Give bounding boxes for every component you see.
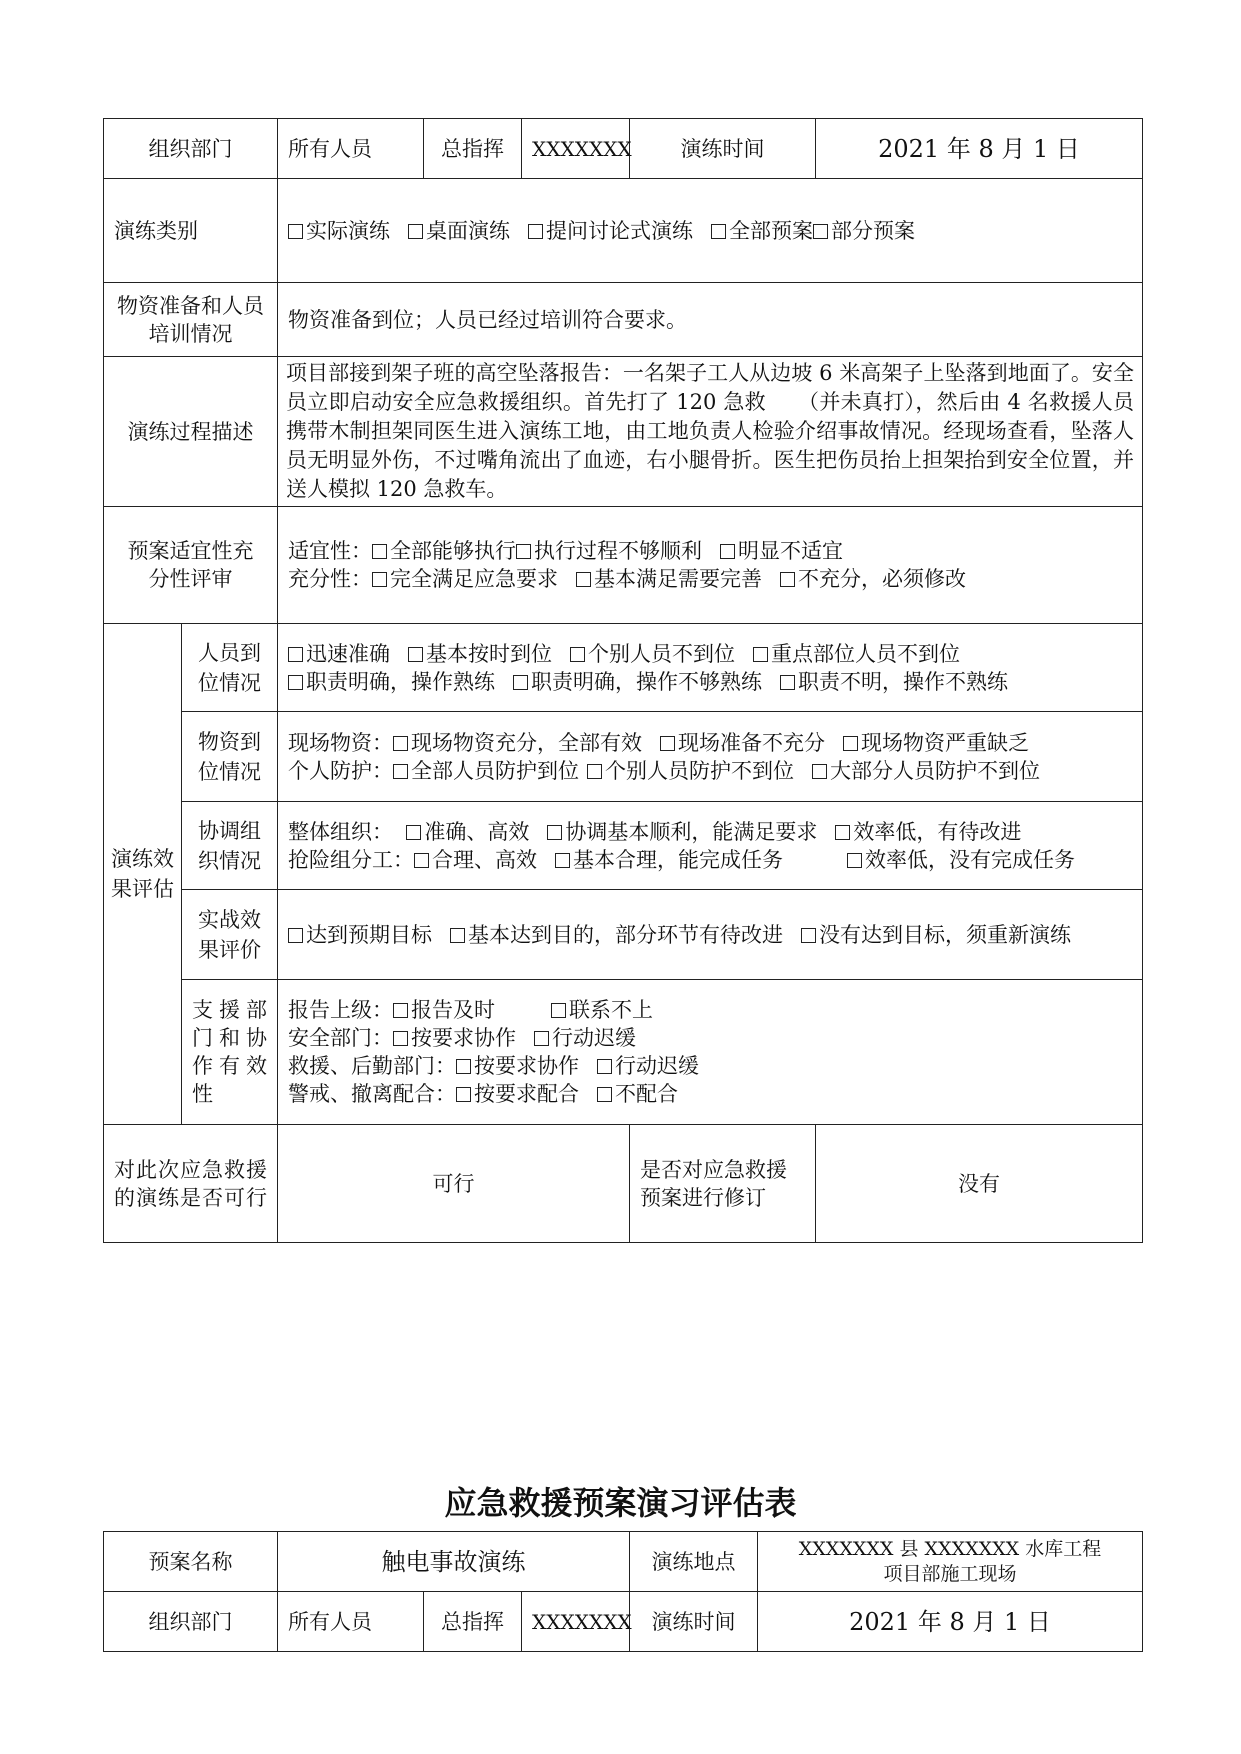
checkbox-option[interactable]: 合理、高效 bbox=[414, 848, 537, 872]
checkbox-icon[interactable] bbox=[813, 224, 828, 239]
checkbox-icon[interactable] bbox=[660, 736, 675, 751]
checkbox-option[interactable]: 基本按时到位 bbox=[408, 642, 552, 666]
drill-type-label: 演练类别 bbox=[104, 179, 278, 283]
checkbox-icon[interactable] bbox=[408, 224, 423, 239]
plan-name-value: 触电事故演练 bbox=[278, 1532, 630, 1592]
prep-label: 物资准备和人员培训情况 bbox=[104, 283, 278, 357]
checkbox-icon[interactable] bbox=[801, 928, 816, 943]
checkbox-option[interactable]: 按要求协作 bbox=[393, 1026, 516, 1050]
checkbox-option[interactable]: 报告及时 bbox=[393, 998, 495, 1022]
checkbox-option[interactable]: 实际演练 bbox=[288, 219, 390, 243]
checkbox-icon[interactable] bbox=[528, 224, 543, 239]
support-options: 报告上级： 报告及时 联系不上 安全部门： 按要求协作 行动迟缓 救援、后勤部门： 按要求协作 行动迟缓 警戒、撤离配合： 按要求配合 不配合 bbox=[278, 980, 1143, 1125]
org-dept-label: 组织部门 bbox=[104, 1592, 278, 1652]
checkbox-icon[interactable] bbox=[406, 825, 421, 840]
effect-evaluation-label: 演练效果评估 bbox=[104, 624, 182, 1125]
checkbox-option[interactable]: 不配合 bbox=[597, 1082, 678, 1106]
checkbox-icon[interactable] bbox=[780, 572, 795, 587]
checkbox-option[interactable]: 完全满足应急要求 bbox=[372, 567, 558, 591]
checkbox-option[interactable]: 提问讨论式演练 bbox=[528, 219, 693, 243]
checkbox-option[interactable]: 不充分，必须修改 bbox=[780, 567, 966, 591]
checkbox-icon[interactable] bbox=[414, 853, 429, 868]
checkbox-icon[interactable] bbox=[516, 544, 531, 559]
checkbox-option[interactable]: 协调基本顺利，能满足要求 bbox=[547, 820, 817, 844]
checkbox-icon[interactable] bbox=[513, 675, 528, 690]
checkbox-icon[interactable] bbox=[456, 1059, 471, 1074]
org-dept-value: 所有人员 bbox=[278, 1592, 424, 1652]
location-value bbox=[758, 1532, 1143, 1592]
checkbox-icon[interactable] bbox=[587, 764, 602, 779]
coordination-label: 协调组织情况 bbox=[182, 802, 278, 890]
checkbox-option[interactable]: 现场物资严重缺乏 bbox=[843, 731, 1029, 755]
personnel-options bbox=[278, 624, 1143, 712]
checkbox-icon[interactable] bbox=[576, 572, 591, 587]
checkbox-option[interactable]: 职责明确，操作熟练 bbox=[288, 670, 495, 694]
checkbox-icon[interactable] bbox=[780, 675, 795, 690]
prep-value: 物资准备到位；人员已经过培训符合要求。 bbox=[278, 283, 1143, 357]
checkbox-icon[interactable] bbox=[288, 928, 303, 943]
plan-review-options bbox=[278, 507, 1143, 624]
checkbox-option[interactable]: 全部能够执行 bbox=[372, 539, 516, 563]
checkbox-icon[interactable] bbox=[711, 224, 726, 239]
checkbox-icon[interactable] bbox=[288, 675, 303, 690]
checkbox-icon[interactable] bbox=[288, 647, 303, 662]
form-title: 应急救援预案演习评估表 bbox=[444, 1484, 797, 1522]
drill-evaluation-table-continued bbox=[103, 118, 1143, 1243]
drill-evaluation-table bbox=[103, 1531, 1143, 1652]
checkbox-icon[interactable] bbox=[408, 647, 423, 662]
combat-effect-label: 实战效果评价 bbox=[182, 890, 278, 980]
personnel-label: 人员到位情况 bbox=[182, 624, 278, 712]
checkbox-option[interactable]: 桌面演练 bbox=[408, 219, 510, 243]
checkbox-icon[interactable] bbox=[372, 544, 387, 559]
checkbox-option[interactable]: 大部分人员防护不到位 bbox=[812, 759, 1040, 783]
checkbox-option[interactable]: 全部人员防护到位 bbox=[393, 759, 579, 783]
drill-time-label: 演练时间 bbox=[630, 119, 816, 179]
checkbox-icon[interactable] bbox=[450, 928, 465, 943]
checkbox-option[interactable]: 重点部位人员不到位 bbox=[753, 642, 960, 666]
checkbox-option[interactable]: 联系不上 bbox=[551, 998, 653, 1022]
process-label: 演练过程描述 bbox=[104, 357, 278, 507]
drill-time-label: 演练时间 bbox=[630, 1592, 758, 1652]
revise-value: 没有 bbox=[816, 1125, 1143, 1243]
checkbox-option[interactable]: 全部预案 bbox=[711, 219, 813, 243]
checkbox-icon[interactable] bbox=[720, 544, 735, 559]
plan-name-label: 预案名称 bbox=[104, 1532, 278, 1592]
support-label: 支援部门和协作有效性 bbox=[182, 980, 278, 1125]
drill-time-value: 2021 年 8 月 1 日 bbox=[758, 1592, 1143, 1652]
plan-review-label: 预案适宜性充分性评审 bbox=[104, 507, 278, 624]
checkbox-option[interactable]: 个别人员不到位 bbox=[570, 642, 735, 666]
checkbox-icon[interactable] bbox=[555, 853, 570, 868]
commander-label: 总指挥 bbox=[424, 119, 522, 179]
checkbox-option[interactable]: 现场物资充分，全部有效 bbox=[393, 731, 642, 755]
checkbox-option[interactable]: 达到预期目标 bbox=[288, 923, 432, 947]
location-label: 演练地点 bbox=[630, 1532, 758, 1592]
checkbox-option[interactable]: 职责明确，操作不够熟练 bbox=[513, 670, 762, 694]
checkbox-option[interactable]: 职责不明，操作不熟练 bbox=[780, 670, 1008, 694]
checkbox-icon[interactable] bbox=[393, 764, 408, 779]
checkbox-icon[interactable] bbox=[456, 1087, 471, 1102]
checkbox-option[interactable]: 明显不适宜 bbox=[720, 539, 843, 563]
checkbox-option[interactable]: 行动迟缓 bbox=[597, 1054, 699, 1078]
checkbox-icon[interactable] bbox=[534, 1031, 549, 1046]
checkbox-icon[interactable] bbox=[597, 1087, 612, 1102]
combat-effect-options bbox=[278, 890, 1143, 980]
checkbox-option[interactable]: 现场准备不充分 bbox=[660, 731, 825, 755]
checkbox-icon[interactable] bbox=[843, 736, 858, 751]
checkbox-option[interactable]: 按要求配合 bbox=[456, 1082, 579, 1106]
checkbox-icon[interactable] bbox=[835, 825, 850, 840]
checkbox-icon[interactable] bbox=[393, 736, 408, 751]
checkbox-option[interactable]: 效率低，有待改进 bbox=[835, 820, 1021, 844]
checkbox-option[interactable]: 行动迟缓 bbox=[534, 1026, 636, 1050]
checkbox-option[interactable]: 执行过程不够顺利 bbox=[516, 539, 702, 563]
org-dept-value: 所有人员 bbox=[278, 119, 424, 179]
materials-options: 现场物资： 现场物资充分，全部有效 现场准备不充分 现场物资严重缺乏 个人防护： 全部人员防护到位 个别人员防护不到位 大部分人员防护不到位 bbox=[278, 712, 1143, 802]
drill-time-value: 2021 年 8 月 1 日 bbox=[816, 119, 1143, 179]
checkbox-option[interactable]: 没有达到目标，须重新演练 bbox=[801, 923, 1071, 947]
org-dept-label: 组织部门 bbox=[104, 119, 278, 179]
location-line-2: 项目部施工现场 bbox=[883, 1562, 1017, 1585]
commander-value: XXXXXXX bbox=[522, 119, 630, 179]
checkbox-icon[interactable] bbox=[551, 1003, 566, 1018]
checkbox-option[interactable]: 按要求协作 bbox=[456, 1054, 579, 1078]
checkbox-option[interactable]: 基本合理，能完成任务 bbox=[555, 848, 783, 872]
feasibility-label: 对此次应急救援的演练是否可行 bbox=[104, 1125, 278, 1243]
checkbox-icon[interactable] bbox=[847, 853, 862, 868]
checkbox-option[interactable]: 部分预案 bbox=[813, 219, 915, 243]
checkbox-option[interactable]: 准确、高效 bbox=[406, 820, 529, 844]
materials-label: 物资到位情况 bbox=[182, 712, 278, 802]
drill-type-options bbox=[278, 179, 1143, 283]
checkbox-option[interactable]: 个别人员防护不到位 bbox=[587, 759, 794, 783]
revise-label: 是否对应急救援预案进行修订 bbox=[630, 1125, 816, 1243]
checkbox-icon[interactable] bbox=[597, 1059, 612, 1074]
checkbox-option[interactable]: 迅速准确 bbox=[288, 642, 390, 666]
location-line-1: XXXXXXX 县 XXXXXXX 水库工程 bbox=[798, 1537, 1102, 1560]
checkbox-option[interactable]: 效率低，没有完成任务 bbox=[847, 848, 1075, 872]
sufficiency-line: 充分性： 完全满足应急要求 基本满足需要完善 不充分，必须修改 bbox=[288, 567, 966, 591]
checkbox-icon[interactable] bbox=[570, 647, 585, 662]
checkbox-option[interactable]: 基本达到目的，部分环节有待改进 bbox=[450, 923, 783, 947]
process-value: 项目部接到架子班的高空坠落报告：一名架子工人从边坡 6 米高架子上坠落到地面了。安全员立即启动安全应急救援组织。首先打了 120 急救 （并未真打），然后由 4 名救援人员携带木制担架同医生进入演练工地，由工地负责人检验介绍事故情况。经现场查看，坠落人员无明显外伤，不过嘴角流出了血迹，右小腿骨折。医生把伤员抬上担架抬到安全位置，并送人模拟 120 急救车。 bbox=[278, 357, 1143, 507]
checkbox-icon[interactable] bbox=[372, 572, 387, 587]
checkbox-icon[interactable] bbox=[393, 1031, 408, 1046]
coordination-options: 整体组织： 准确、高效 协调基本顺利，能满足要求 效率低，有待改进 抢险组分工： 合理、高效 基本合理，能完成任务 效率低，没有完成任务 bbox=[278, 802, 1143, 890]
checkbox-icon[interactable] bbox=[812, 764, 827, 779]
checkbox-icon[interactable] bbox=[288, 224, 303, 239]
feasibility-value: 可行 bbox=[278, 1125, 630, 1243]
checkbox-icon[interactable] bbox=[753, 647, 768, 662]
checkbox-option[interactable]: 基本满足需要完善 bbox=[576, 567, 762, 591]
commander-value: XXXXXXX bbox=[522, 1592, 630, 1652]
suitability-line: 适宜性： 全部能够执行 执行过程不够顺利 明显不适宜 bbox=[288, 539, 843, 563]
checkbox-icon[interactable] bbox=[547, 825, 562, 840]
checkbox-icon[interactable] bbox=[393, 1003, 408, 1018]
commander-label: 总指挥 bbox=[424, 1592, 522, 1652]
